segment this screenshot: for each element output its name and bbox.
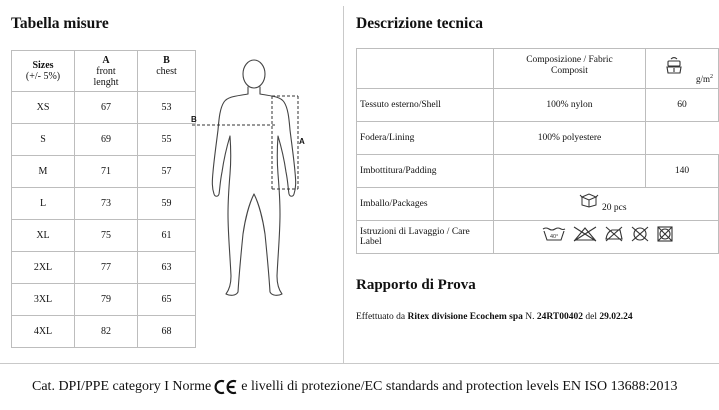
tech-table	[356, 48, 719, 254]
header-b-label: chest	[156, 65, 177, 77]
row-label: Imballo/Packages	[357, 188, 494, 221]
report-number-prefix: N.	[525, 312, 535, 322]
table-row	[12, 188, 196, 220]
row-composition: 100% nylon	[494, 89, 646, 122]
header-b-letter: B	[163, 54, 170, 66]
no-dry-clean-icon	[631, 226, 649, 242]
row-label: Tessuto esterno/Shell	[357, 89, 494, 122]
no-bleach-icon	[573, 226, 597, 242]
report-prefix: Effettuato da	[356, 312, 406, 322]
table-row	[12, 284, 196, 316]
weight-scale-icon	[664, 55, 684, 75]
header-tolerance: (+/- 5%)	[25, 71, 61, 82]
size-table	[11, 50, 196, 348]
front-cell: 71	[75, 156, 138, 188]
table-row	[12, 252, 196, 284]
header-composition-1: Composizione / Fabric	[526, 54, 613, 65]
weight-unit: $g/m^2$	[695, 74, 713, 84]
row-label: Imbottitura/Padding	[357, 155, 494, 188]
care-symbols	[542, 226, 674, 242]
front-cell: 82	[75, 316, 138, 348]
tech-table-header	[357, 49, 719, 89]
header-chest	[138, 51, 196, 92]
chest-cell: 55	[138, 124, 196, 156]
report-lab: Ritex divisione Ecochem spa	[407, 312, 523, 322]
footer-text-after: e livelli di protezione/EC standards and protection levels EN ISO 13688:2013	[241, 379, 678, 394]
wash-40-icon	[542, 226, 566, 242]
table-row	[12, 316, 196, 348]
size-table-header	[12, 51, 196, 92]
table-row	[12, 156, 196, 188]
label-a: A	[299, 137, 305, 146]
chest-measurement-line	[191, 115, 276, 125]
header-a-label-2: lenght	[93, 76, 119, 88]
wash-temperature: 40°	[550, 234, 559, 240]
size-cell: M	[12, 156, 75, 188]
header-weight	[645, 49, 718, 89]
header-front-length	[75, 51, 138, 92]
front-cell: 77	[75, 252, 138, 284]
size-cell: S	[12, 124, 75, 156]
chest-cell: 59	[138, 188, 196, 220]
ce-mark-icon	[213, 379, 239, 395]
report-title: Rapporto di Prova	[356, 277, 476, 293]
packages-quantity: 20 pcs	[602, 203, 627, 213]
row-weight-empty	[645, 122, 718, 155]
header-composition-2: Composit	[551, 65, 588, 76]
chest-cell: 57	[138, 156, 196, 188]
header-sizes-label: Sizes	[32, 60, 54, 71]
row-label: Fodera/Lining	[357, 122, 494, 155]
front-cell: 67	[75, 92, 138, 124]
report-date-prefix: del	[585, 312, 597, 322]
chest-cell: 65	[138, 284, 196, 316]
table-row	[12, 220, 196, 252]
table-row	[357, 188, 719, 221]
chest-cell: 53	[138, 92, 196, 124]
size-cell: 2XL	[12, 252, 75, 284]
label-b: B	[191, 115, 197, 124]
footer-norms	[32, 379, 678, 395]
chest-cell: 68	[138, 316, 196, 348]
no-tumble-dry-icon	[656, 226, 674, 242]
header-a-label-1: front	[96, 65, 116, 77]
row-composition: 100% polyestere	[494, 122, 646, 155]
report-date: 29.02.24	[599, 312, 633, 322]
report-line	[356, 312, 633, 322]
size-cell: XS	[12, 92, 75, 124]
tech-description-title: Descrizione tecnica	[356, 15, 483, 32]
table-row	[357, 155, 719, 188]
footer-text-before: Cat. DPI/PPE category I Norme	[32, 379, 212, 394]
size-table-title: Tabella misure	[11, 15, 109, 32]
size-cell: 3XL	[12, 284, 75, 316]
row-label: Istruzioni di Lavaggio / Care Label	[357, 221, 494, 254]
size-cell: L	[12, 188, 75, 220]
header-empty	[357, 49, 494, 89]
row-weight: 60	[645, 89, 718, 122]
size-cell: XL	[12, 220, 75, 252]
front-cell: 79	[75, 284, 138, 316]
chest-cell: 61	[138, 220, 196, 252]
report-number: 24RT00402	[536, 312, 583, 322]
table-row	[357, 89, 719, 122]
front-cell: 75	[75, 220, 138, 252]
header-a-letter: A	[102, 54, 110, 66]
size-cell: 4XL	[12, 316, 75, 348]
front-cell: 69	[75, 124, 138, 156]
table-row	[357, 122, 719, 155]
header-sizes	[12, 51, 75, 92]
packages-group	[579, 192, 627, 213]
box-icon	[579, 192, 599, 208]
body-measurement-figure	[190, 54, 320, 299]
row-weight: 140	[645, 155, 718, 188]
table-row	[12, 124, 196, 156]
footer-divider	[0, 363, 719, 364]
chest-cell: 63	[138, 252, 196, 284]
front-length-measurement-line	[272, 96, 305, 189]
front-cell: 73	[75, 188, 138, 220]
column-divider	[343, 6, 344, 364]
row-composition-empty	[494, 155, 646, 188]
table-row	[12, 92, 196, 124]
header-composition	[494, 49, 646, 89]
no-iron-icon	[604, 226, 624, 242]
